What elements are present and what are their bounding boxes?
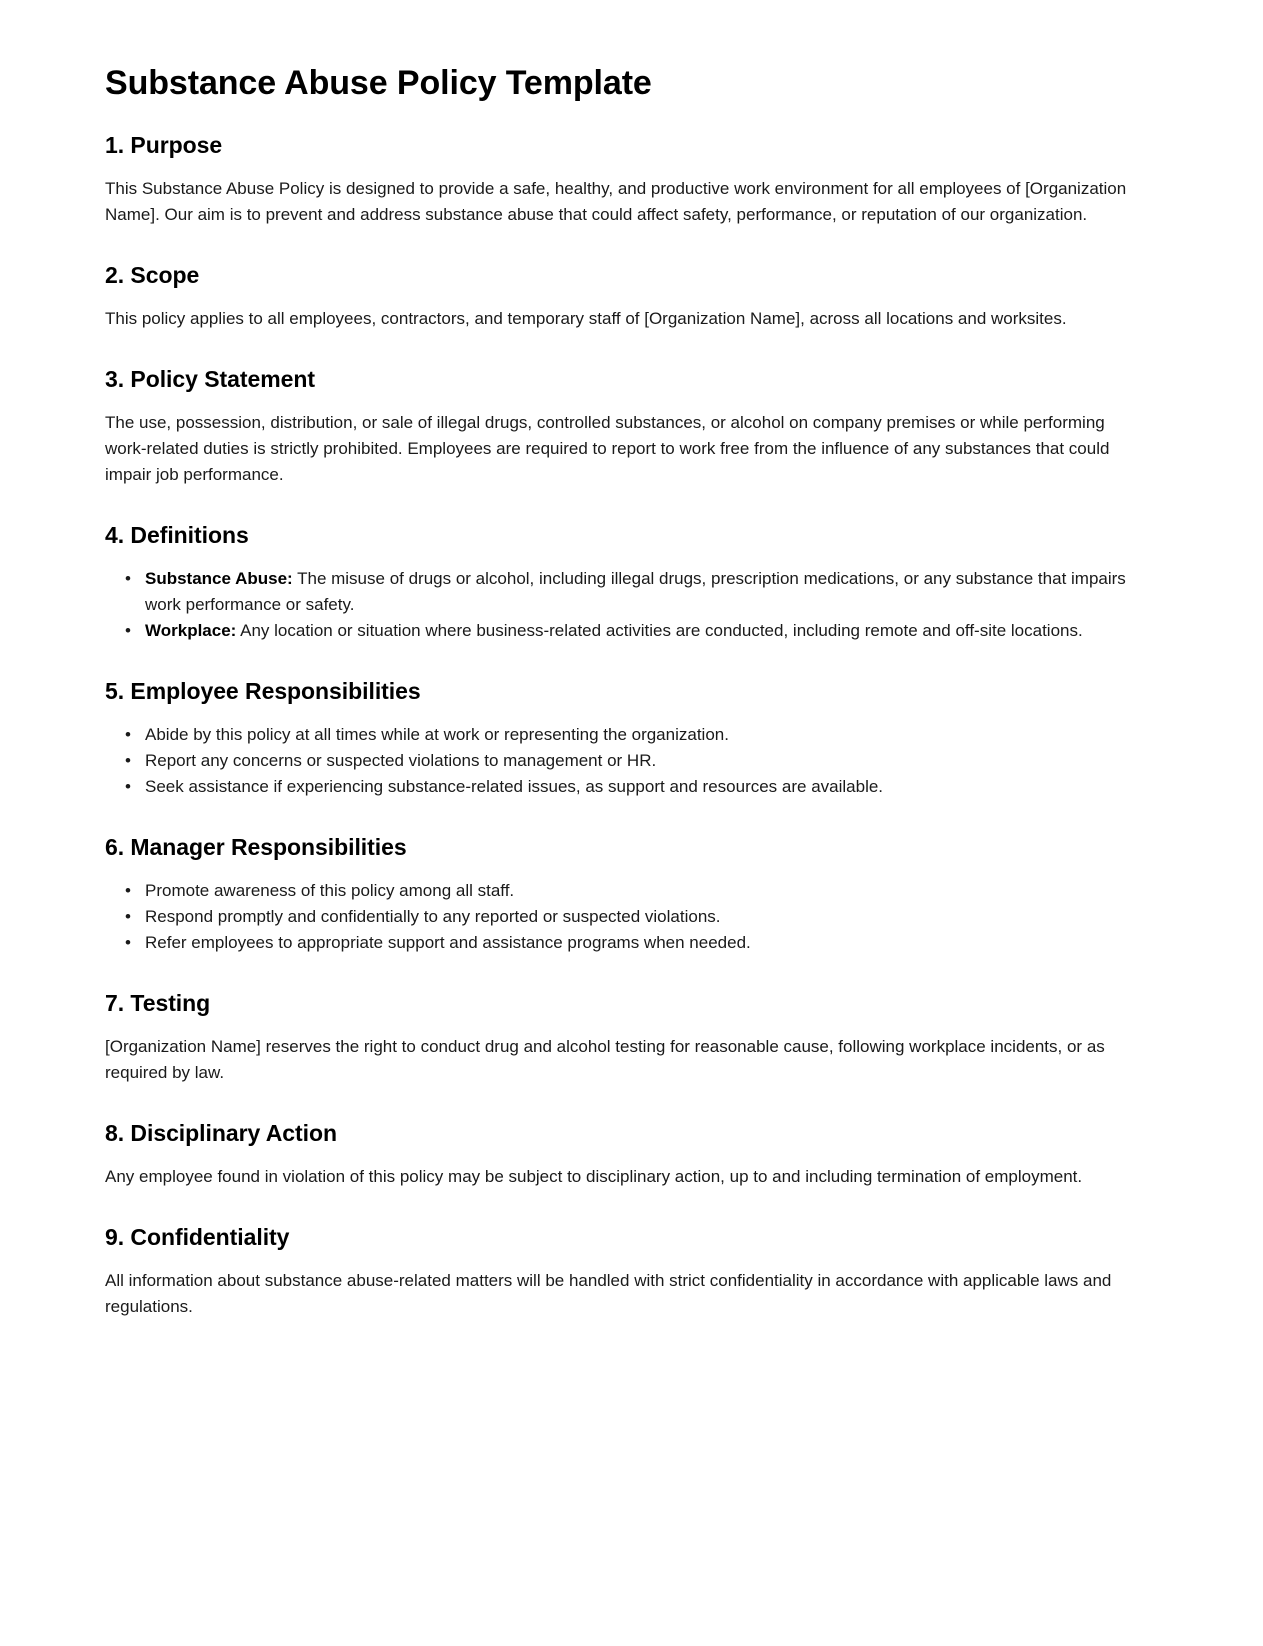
- document-sections: [105, 130, 1150, 1320]
- list-item: [123, 722, 1150, 748]
- list-item: [123, 878, 1150, 904]
- document-section: [105, 988, 1150, 1086]
- list-item-text: Seek assistance if experiencing substance-related issues, as support and resources are available.: [145, 777, 884, 796]
- section-paragraph: Any employee found in violation of this policy may be subject to disciplinary action, up to and including termination of employment.: [105, 1167, 1083, 1186]
- bullet-list: [105, 878, 1150, 956]
- list-item: [123, 930, 1150, 956]
- document-section: [105, 676, 1150, 800]
- document-section: [105, 832, 1150, 956]
- list-item: [123, 774, 1150, 800]
- section-paragraph: This policy applies to all employees, contractors, and temporary staff of [Organization Name], across all locations and worksites.: [105, 309, 1067, 328]
- list-item-text: Respond promptly and confidentially to any reported or suspected violations.: [145, 907, 721, 926]
- document-section: [105, 520, 1150, 644]
- section-heading: 8. Disciplinary Action: [105, 1120, 337, 1146]
- bullet-list: [105, 566, 1150, 644]
- section-heading: 9. Confidentiality: [105, 1224, 290, 1250]
- document-section: [105, 1222, 1150, 1320]
- section-paragraph: The use, possession, distribution, or sale of illegal drugs, controlled substances, or alcohol on company premises or while performing work-related duties is strictly prohibited. Employees are required to report to work free from the influence of any substances that could impair job performance.: [105, 413, 1110, 484]
- section-paragraph: This Substance Abuse Policy is designed to provide a safe, healthy, and productive work environment for all employees of [Organization Name]. Our aim is to prevent and address substance abuse that could affect safety, performance, or reputation of our organization.: [105, 179, 1127, 224]
- list-item-text: The misuse of drugs or alcohol, including illegal drugs, prescription medications, or any substance that impairs work performance or safety.: [145, 569, 1126, 614]
- list-item: [123, 566, 1150, 618]
- section-heading: 6. Manager Responsibilities: [105, 834, 407, 860]
- document-section: [105, 260, 1150, 332]
- document-section: [105, 130, 1150, 228]
- section-paragraph: All information about substance abuse-related matters will be handled with strict confidentiality in accordance with applicable laws and regulations.: [105, 1271, 1112, 1316]
- section-heading: 2. Scope: [105, 262, 200, 288]
- list-item: [123, 904, 1150, 930]
- section-heading: 3. Policy Statement: [105, 366, 315, 392]
- list-item-text: Refer employees to appropriate support and assistance programs when needed.: [145, 933, 751, 952]
- page-bottom-whitespace: [105, 1326, 1150, 1606]
- section-heading: 5. Employee Responsibilities: [105, 678, 421, 704]
- document-section: [105, 1118, 1150, 1190]
- list-item-text: Any location or situation where business-related activities are conducted, including remote and off-site locations.: [236, 621, 1083, 640]
- list-item-term: Workplace:: [145, 621, 237, 640]
- section-heading: 1. Purpose: [105, 132, 223, 158]
- list-item-text: Promote awareness of this policy among all staff.: [145, 881, 515, 900]
- section-heading: 4. Definitions: [105, 522, 249, 548]
- list-item-text: Abide by this policy at all times while at work or representing the organization.: [145, 725, 729, 744]
- page-title: Substance Abuse Policy Template: [105, 64, 652, 102]
- section-paragraph: [Organization Name] reserves the right to conduct drug and alcohol testing for reasonable cause, following workplace incidents, or as required by law.: [105, 1037, 1105, 1082]
- section-heading: 7. Testing: [105, 990, 211, 1016]
- bullet-list: [105, 722, 1150, 800]
- list-item-text: Report any concerns or suspected violations to management or HR.: [145, 751, 657, 770]
- list-item-term: Substance Abuse:: [145, 569, 293, 588]
- list-item: [123, 748, 1150, 774]
- list-item: [123, 618, 1150, 644]
- document-section: [105, 364, 1150, 488]
